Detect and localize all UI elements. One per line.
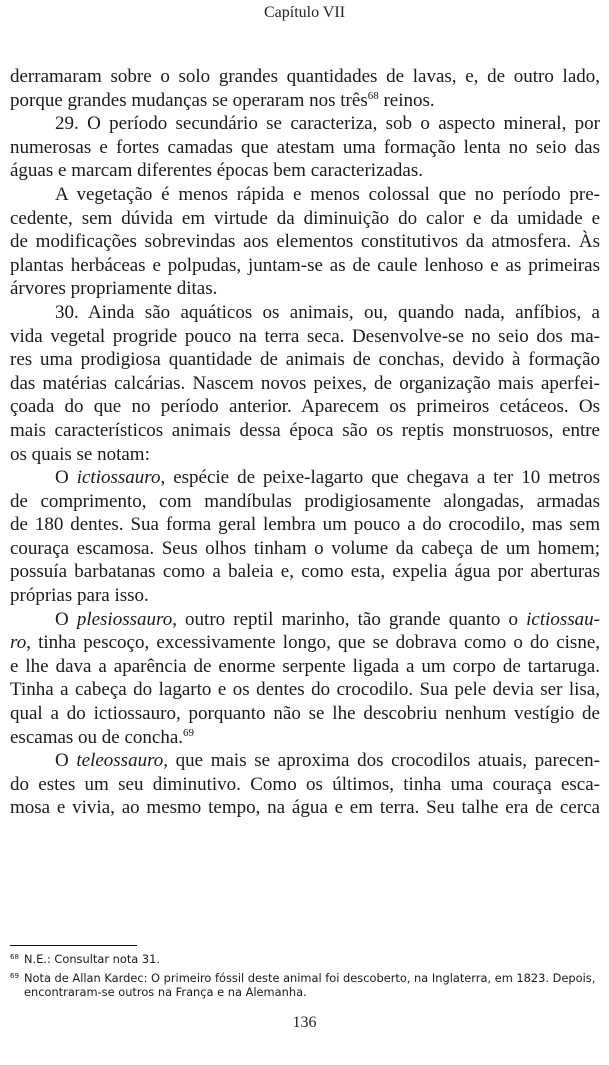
text-line-content [55,749,600,773]
text-line [10,395,600,419]
text-segment: O [55,467,77,489]
text-line-content [10,537,600,561]
text-line-content [10,490,600,514]
text-line-content [10,136,600,160]
text-line-content [55,112,600,136]
text-line-content [10,89,600,113]
text-segment: çoada do que no período anterior. Aparecem os primeiros cetáceos. Os [10,396,600,418]
text-line [10,655,600,679]
text-line [10,466,600,490]
text-line-content [10,65,600,89]
text-line-content [10,277,600,301]
text-line [10,136,600,160]
text-line-content [55,301,600,325]
text-line-content [10,325,600,349]
text-line-content [10,678,600,702]
text-line [10,584,600,608]
text-segment: 29. O período secundário se caracteriza, sob o aspecto mineral, por [55,113,600,135]
footnote-reference: 68 [367,89,379,102]
text-segment: couraça escamosa. Seus olhos tinham o volume da cabeça de um homem; [10,537,600,559]
text-line-content [55,608,600,632]
footnotes [10,952,600,1004]
text-segment: das matérias calcárias. Nascem novos peixes, de organização mais aperfei- [10,372,600,394]
footnote-reference: 69 [183,726,195,739]
text-line [10,230,600,254]
text-segment: numerosas e fortes camadas que atestam uma formação lenta no seio das [10,136,600,158]
text-segment: do estes um seu diminutivo. Como os últimos, tinha uma couraça esca- [10,773,600,795]
text-segment: de comprimento, com mandíbulas prodigiosamente alongadas, armadas [10,490,600,512]
text-line [10,631,600,655]
footnote-69 [10,971,600,1000]
text-segment: Tinha a cabeça do lagarto e os dentes do crocodilo. Sua pele devia ser lisa, [10,679,600,701]
text-line [10,89,600,113]
text-segment: de modificações sobrevindas aos elementos constitutivos da atmosfera. Às [10,231,600,253]
footnote-text: Nota de Allan Kardec: O primeiro fóssil deste animal foi descoberto, na Inglaterra, em 1823. Depois, encontraram-se outros na França e na Alemanha. [24,970,596,999]
text-segment: derramaram sobre o solo grandes quantidades de lavas, e, de outro lado, [10,66,600,87]
text-segment: e lhe dava a aparência de enorme serpente ligada a um corpo de tartaruga. [10,655,600,677]
body-text [10,65,600,820]
text-line-content [55,183,600,207]
text-line-content [55,466,600,490]
text-segment: , outro reptil marinho, tão grande quanto o [172,608,527,630]
text-line [10,65,600,89]
text-line-content [10,419,600,443]
text-line-content [10,443,600,467]
text-segment: mais característicos animais dessa época são os reptis monstruosos, entre [10,419,600,441]
text-line [10,419,600,443]
text-line-content [10,796,600,820]
text-line [10,443,600,467]
footnote-mark: 68 [10,953,19,961]
text-segment: , tinha pescoço, excessivamente longo, que se dobrava como o do cisne, [26,632,600,654]
text-segment: próprias para isso. [10,585,149,607]
text-line [10,749,600,773]
text-segment: 30. Ainda são aquáticos os animais, ou, quando nada, anfíbios, a [55,301,600,323]
italic-term: plesiossauro [76,608,173,630]
text-line [10,372,600,396]
text-segment: O [55,750,77,772]
text-line-content [10,230,600,254]
text-line-content [10,159,600,183]
text-segment: plantas herbáceas e polpudas, juntam-se as de caule lenhoso e as primeiras [10,254,600,276]
text-segment: mosa e vivia, ao mesmo tempo, na água e em terra. Seu talhe era de cerca [10,797,600,819]
text-line-content [10,584,600,608]
text-segment: , que mais se aproxima dos crocodilos atuais, parecen- [163,750,600,772]
text-segment: reinos. [378,89,435,111]
text-segment: A vegetação é menos rápida e menos colossal que no período pre- [55,183,600,205]
text-line [10,490,600,514]
text-line-content [10,773,600,797]
italic-term: ictiossau- [526,608,600,630]
text-line-content [10,631,600,655]
text-line [10,159,600,183]
text-line-content [10,560,600,584]
text-line-content [10,207,600,231]
text-line [10,207,600,231]
text-line [10,702,600,726]
text-line [10,560,600,584]
italic-term: ro [10,632,27,654]
text-segment: qual a do ictiossauro, porquanto não se lhe descobriu nenhum vestígio de [10,703,600,725]
text-line [10,254,600,278]
text-segment: porque grandes mudanças se operaram nos três [10,89,368,111]
text-segment: águas e marcam diferentes épocas bem caracterizadas. [10,160,424,182]
text-line-content [10,348,600,372]
text-line-content [10,513,600,537]
text-segment: res uma prodigiosa quantidade de animais de conchas, devido à formação [10,349,600,371]
text-line-content [10,702,600,726]
text-line [10,348,600,372]
page-number: 136 [292,1014,317,1031]
footnote-text: N.E.: Consultar nota 31. [24,952,160,966]
text-line [10,537,600,561]
text-segment: de 180 dentes. Sua forma geral lembra um pouco a do crocodilo, mas sem [10,514,600,536]
text-segment: possuía barbatanas como a baleia e, como esta, expelia água por aberturas [10,561,600,583]
footnote-mark: 69 [10,971,19,980]
text-segment: vida vegetal progride pouco na terra seca. Desenvolve-se no seio dos ma- [10,325,600,347]
text-segment: árvores propriamente ditas. [10,278,218,300]
text-line [10,796,600,820]
text-line [10,325,600,349]
text-line [10,277,600,301]
text-segment: cedente, sem dúvida em virtude da diminuição do calor e da umidade e [10,207,600,229]
text-line-content [10,254,600,278]
text-line-content [10,655,600,679]
text-segment: escamas ou de concha. [10,726,184,748]
text-segment: , espécie de peixe-lagarto que chegava a ter 10 metros [160,467,600,489]
footnote-68 [10,952,600,967]
text-segment: O [55,608,77,630]
text-line [10,608,600,632]
text-line [10,112,600,136]
text-segment: os quais se notam: [10,443,150,465]
text-line [10,513,600,537]
footnote-divider [10,945,137,946]
text-line [10,726,600,750]
italic-term: ictiossauro [76,467,161,489]
text-line [10,183,600,207]
text-line [10,678,600,702]
italic-term: teleossauro [76,750,164,772]
text-line [10,301,600,325]
text-line-content [10,395,600,419]
text-line [10,773,600,797]
running-head: Capítulo VII [263,4,346,21]
text-line-content [10,726,600,750]
text-line-content [10,372,600,396]
